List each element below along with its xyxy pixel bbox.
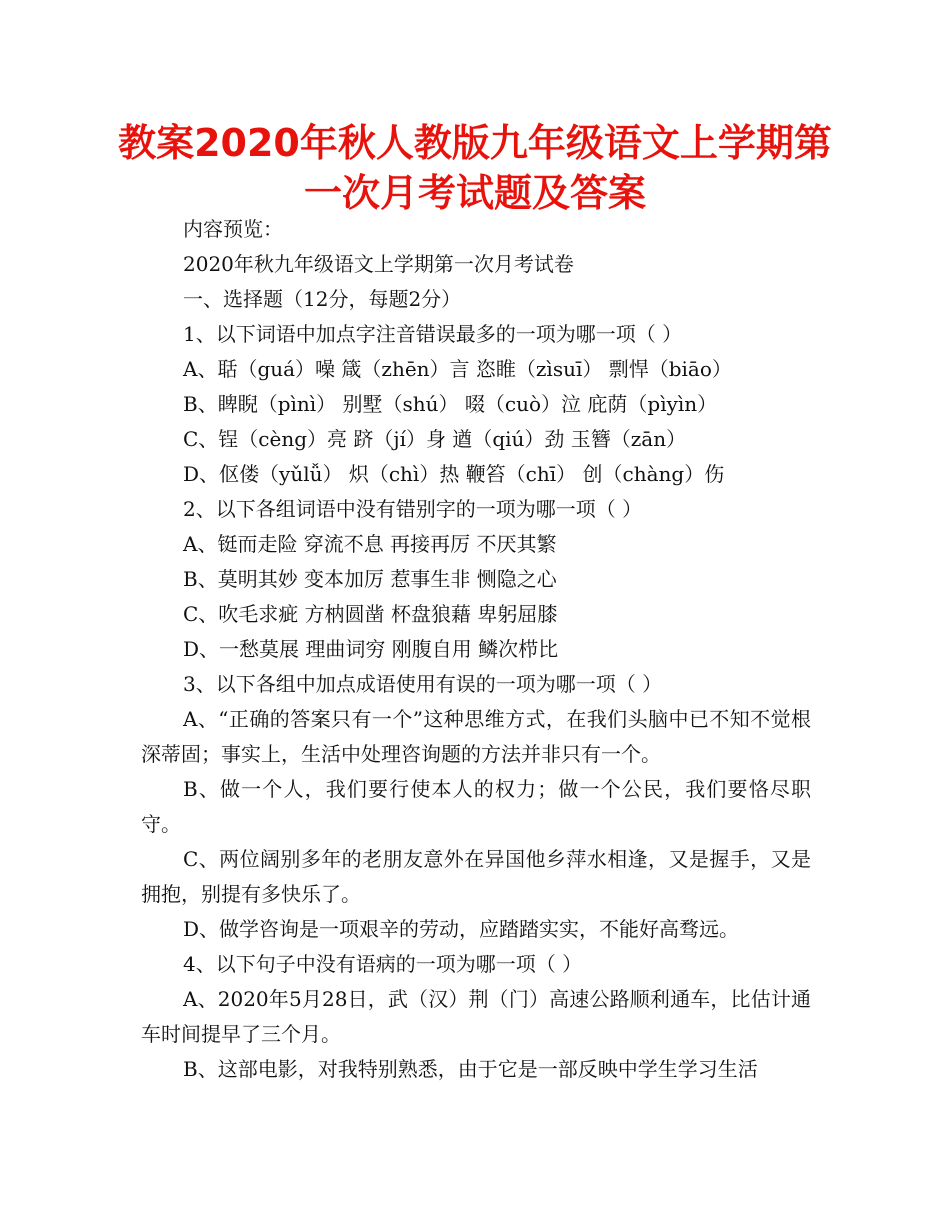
- question-1-option-c: C、锃（cèng）亮 跻（jí）身 遒（qiú）劲 玉簪（zān）: [183, 427, 687, 451]
- title-line-2: 一次月考试题及答案: [303, 171, 646, 215]
- question-2-option-d: D、一愁莫展 理曲词穷 刚腹自用 鳞次栉比: [183, 637, 559, 661]
- question-3-option-c: C、两位阔别多年的老朋友意外在异国他乡萍水相逢，又是握手，又是拥抱，别提有多快乐了。: [141, 847, 811, 906]
- question-3-option-a: A、“正确的答案只有一个”这种思维方式，在我们头脑中已不知不觉根深蒂固；事实上，生活中处理咨询题的方法并非只有一个。: [141, 707, 811, 766]
- paragraph-section-heading: 一、选择题（12分，每题2分）: [183, 287, 462, 311]
- document-title: [60, 118, 890, 218]
- question-2-option-c: C、吹毛求疵 方枘圆凿 杯盘狼藉 卑躬屈膝: [183, 602, 558, 626]
- question-2-option-a: A、铤而走险 穿流不息 再接再厉 不厌其繁: [183, 532, 557, 556]
- question-1: 1、以下词语中加点字注音错误最多的一项为哪一项（ ）: [183, 322, 683, 346]
- title-line-1: 教案2020年秋人教版九年级语文上学期第: [118, 121, 832, 165]
- question-3-option-d: D、做学咨询是一项艰辛的劳动，应踏踏实实，不能好高骛远。: [183, 917, 740, 941]
- paragraph-exam-title: 2020年秋九年级语文上学期第一次月考试卷: [183, 252, 574, 276]
- question-3: 3、以下各组中加点成语使用有误的一项为哪一项（ ）: [183, 672, 663, 696]
- question-2-option-b: B、莫明其妙 变本加厉 惹事生非 恻隐之心: [183, 567, 557, 591]
- question-1-option-a: A、聒（guá）噪 箴（zhēn）言 恣睢（zìsuī） 剽悍（biāo）: [183, 357, 732, 381]
- question-4-option-a: A、2020年5月28日，武（汉）荆（门）高速公路顺利通车，比估计通车时间提早了三个月。: [141, 987, 811, 1046]
- question-2: 2、以下各组词语中没有错别字的一项为哪一项（ ）: [183, 497, 643, 521]
- document-body: [141, 212, 811, 1087]
- question-1-option-d: D、伛偻（yǔlǚ） 炽（chì）热 鞭笞（chī） 创（chàng）伤: [183, 462, 725, 486]
- question-1-option-b: B、睥睨（pìnì） 别墅（shú） 啜（cuò）泣 庇荫（pìyìn）: [183, 392, 718, 416]
- paragraph-preview-label: 内容预览：: [183, 217, 283, 241]
- question-3-option-b: B、做一个人，我们要行使本人的权力；做一个公民，我们要恪尽职守。: [141, 777, 811, 836]
- question-4: 4、以下句子中没有语病的一项为哪一项（ ）: [183, 952, 583, 976]
- question-4-option-b: B、这部电影，对我特别熟悉，由于它是一部反映中学生学习生活: [183, 1057, 758, 1081]
